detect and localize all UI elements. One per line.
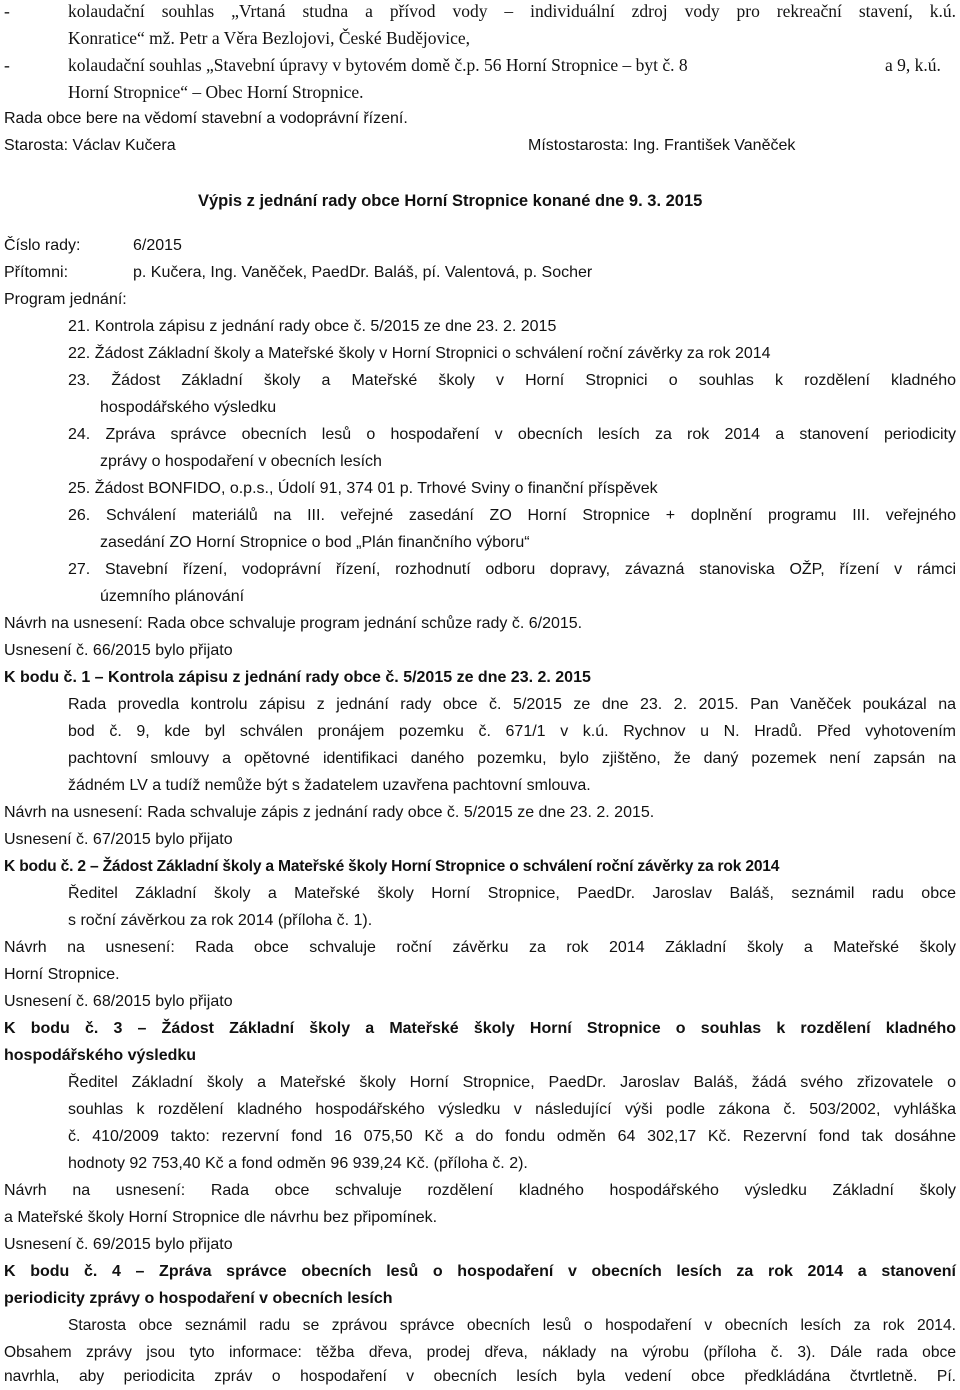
- cislo-value: 6/2015: [133, 237, 182, 254]
- program-item-22: 22. Žádost Základní školy a Mateřské školy v Horní Stropnici o schválení roční závěrky za rok 2014: [68, 345, 771, 362]
- program-item-26: 26. Schválení materiálů na III. veřejné zasedání ZO Horní Stropnice + doplnění programu III. veřejného: [68, 507, 956, 524]
- cislo-label: Číslo rady:: [4, 237, 81, 254]
- bod1-heading: K bodu č. 1 – Kontrola zápisu z jednání rady obce č. 5/2015 ze dne 23. 2. 2015: [4, 669, 591, 686]
- item2-line1-tail: a 9, k.ú.: [885, 55, 941, 75]
- mistostarosta: Místostarosta: Ing. František Vaněček: [528, 137, 796, 154]
- bod4-text: navrhla, aby periodicita zpráv o hospodaření v obecních lesích byla vedení obce předkládána čtvrtletně. Pí.: [4, 1368, 956, 1385]
- list-dash: -: [4, 1, 10, 21]
- bod3-text: č. 410/2009 takto: rezervní fond 16 075,50 Kč a do fondu odměn 64 302,17 Kč. Rezervní fond tak dosáhne: [68, 1128, 956, 1145]
- program-item-24: 24. Zpráva správce obecních lesů o hospodaření v obecních lesích za rok 2014 a stanovení periodicity: [68, 426, 956, 443]
- rada-note: Rada obce bere na vědomí stavební a vodoprávní řízení.: [4, 110, 408, 127]
- bod3-navrh-cont: a Mateřské školy Horní Stropnice dle návrhu bez připomínek.: [4, 1209, 438, 1226]
- bod2-usneseni: Usnesení č. 68/2015 bylo přijato: [4, 993, 233, 1010]
- program-item-25: 25. Žádost BONFIDO, o.p.s., Údolí 91, 374 01 p. Trhové Sviny o finanční příspěvek: [68, 480, 658, 497]
- bod3-heading: K bodu č. 3 – Žádost Základní školy a Mateřské školy Horní Stropnice o souhlas k rozdělení kladného: [4, 1020, 956, 1037]
- program-item-24-cont: zprávy o hospodaření v obecních lesích: [100, 453, 382, 470]
- bod3-text: hodnoty 92 753,40 Kč a fond odměn 96 939,24 Kč. (příloha č. 2).: [68, 1155, 528, 1172]
- page-title: Výpis z jednání rady obce Horní Stropnice konané dne 9. 3. 2015: [198, 192, 703, 210]
- program-item-23-cont: hospodářského výsledku: [100, 399, 277, 416]
- bod2-text: Ředitel Základní školy a Mateřské školy Horní Stropnice, PaedDr. Jaroslav Baláš, seznámil radu obce: [68, 885, 956, 902]
- bod3-text: souhlas k rozdělení kladného hospodářského výsledku v následující výši podle zákona č. 503/2002, vyhláška: [68, 1101, 956, 1118]
- bod1-text: pachtovní smlouvy a opětovné identifikaci daného pozemku, bylo zjištěno, že daný pozemek není zapsán na: [68, 750, 956, 767]
- bod3-navrh: Návrh na usnesení: Rada obce schvaluje rozdělení kladného hospodářského výsledku Základní školy: [4, 1182, 956, 1199]
- starosta: Starosta: Václav Kučera: [4, 137, 176, 154]
- bod1-usneseni: Usnesení č. 67/2015 bylo přijato: [4, 831, 233, 848]
- item1-line1: kolaudační souhlas „Vrtaná studna a přívod vody – individuální zdroj vody pro rekreační stavení, k.ú.: [68, 1, 956, 21]
- bod2-navrh: Návrh na usnesení: Rada obce schvaluje roční závěrku za rok 2014 Základní školy a Mateřské školy: [4, 939, 956, 956]
- bod3-usneseni: Usnesení č. 69/2015 bylo přijato: [4, 1236, 233, 1253]
- program-label: Program jednání:: [4, 291, 127, 308]
- program-usneseni: Usnesení č. 66/2015 bylo přijato: [4, 642, 233, 659]
- program-item-27-cont: územního plánování: [100, 588, 245, 605]
- bod1-navrh: Návrh na usnesení: Rada schvaluje zápis z jednání rady obce č. 5/2015 ze dne 23. 2. 2015.: [4, 804, 655, 821]
- bod3-heading-cont: hospodářského výsledku: [4, 1047, 197, 1064]
- program-item-27: 27. Stavební řízení, vodoprávní řízení, rozhodnutí odboru dopravy, závazná stanoviska OŽP, řízení v rámci: [68, 561, 956, 578]
- bod3-text: Ředitel Základní školy a Mateřské školy Horní Stropnice, PaedDr. Jaroslav Baláš, žádá svého zřizovatele o: [68, 1074, 956, 1091]
- bod4-heading: K bodu č. 4 – Zpráva správce obecních lesů o hospodaření v obecních lesích za rok 2014 a stanovení: [4, 1263, 956, 1280]
- program-item-26-cont: zasedání ZO Horní Stropnice o bod „Plán finančního výboru“: [100, 534, 530, 551]
- pritomni-value: p. Kučera, Ing. Vaněček, PaedDr. Baláš, pí. Valentová, p. Socher: [133, 264, 593, 281]
- bod4-text: Obsahem zprávy jsou tyto informace: těžba dřeva, prodej dřeva, náklady na výrobu (příloha č. 3). Dále rada obce: [4, 1344, 956, 1361]
- bod1-text: žádném LV a tudíž nemůže být s žadatelem uzavřena pachtovní smlouva.: [68, 777, 591, 794]
- bod2-navrh-cont: Horní Stropnice.: [4, 966, 120, 983]
- pritomni-label: Přítomni:: [4, 264, 69, 281]
- program-item-21: 21. Kontrola zápisu z jednání rady obce č. 5/2015 ze dne 23. 2. 2015: [68, 318, 557, 335]
- bod2-text: s roční závěrkou za rok 2014 (příloha č. 1).: [68, 912, 373, 929]
- bod1-text: Rada provedla kontrolu zápisu z jednání rady obce č. 5/2015 ze dne 23. 2. 2015. Pan Vaněček poukázal na: [68, 696, 956, 713]
- bod2-heading: K bodu č. 2 – Žádost Základní školy a Mateřské školy Horní Stropnice o schválení roční závěrky za rok 2014: [4, 858, 780, 875]
- program-navrh: Návrh na usnesení: Rada obce schvaluje program jednání schůze rady č. 6/2015.: [4, 615, 583, 632]
- bod1-text: bod č. 9, kde byl schválen pronájem pozemku č. 671/1 v k.ú. Rychnov u N. Hradů. Před vyhotovením: [68, 723, 956, 740]
- item2-line1: kolaudační souhlas „Stavební úpravy v bytovém domě č.p. 56 Horní Stropnice – byt č. 8: [68, 55, 688, 75]
- item2-line2: Horní Stropnice“ – Obec Horní Stropnice.: [68, 82, 364, 102]
- bod4-heading-cont: periodicity zprávy o hospodaření v obecních lesích: [4, 1290, 393, 1307]
- program-item-23: 23. Žádost Základní školy a Mateřské školy v Horní Stropnici o souhlas k rozdělení kladného: [68, 372, 956, 389]
- list-dash: -: [4, 55, 10, 75]
- bod4-text: Starosta obce seznámil radu se zprávou správce obecních lesů o hospodaření v obecních lesích za rok 2014.: [68, 1317, 956, 1334]
- item1-line2: Konratice“ mž. Petr a Věra Bezlojovi, České Budějovice,: [68, 28, 471, 48]
